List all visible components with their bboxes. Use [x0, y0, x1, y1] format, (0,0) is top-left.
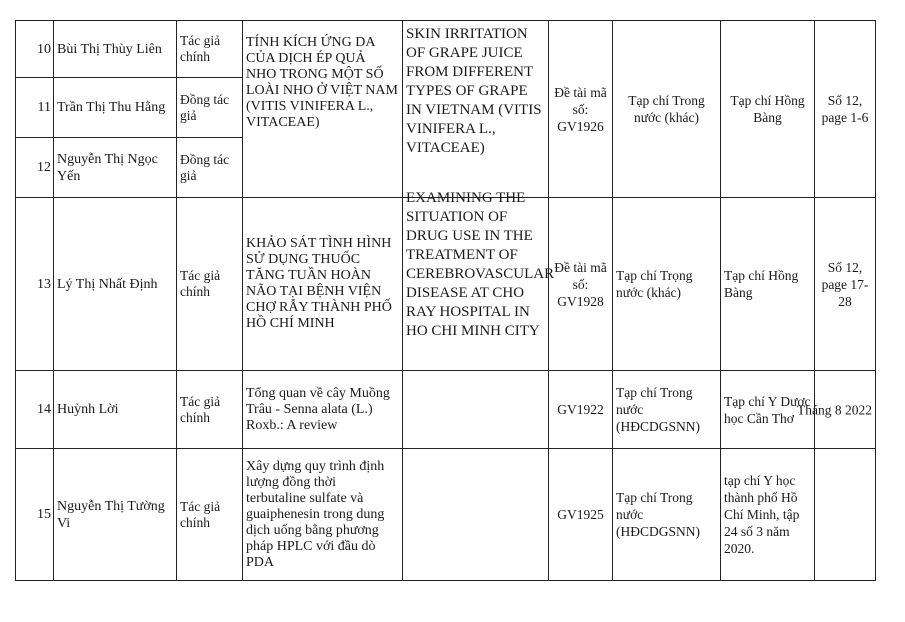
project-code: GV1925 [549, 449, 613, 581]
issue-info: Số 12, page 17-28 [815, 198, 876, 371]
author-name: Nguyễn Thị Tường Vi [54, 449, 177, 581]
author-name: Lý Thị Nhất Định [54, 198, 177, 371]
issue-info: Số 12, page 1-6 [815, 21, 876, 198]
row-number: 14 [16, 371, 54, 449]
author-name: Huỳnh Lời [54, 371, 177, 449]
journal-category: Tạp chí Trong nước (HĐCDGSNN) [613, 371, 721, 449]
author-role: Tác giả chính [177, 449, 243, 581]
title-vietnamese: Xây dựng quy trình định lượng đồng thời terbutaline sulfate và guaiphenesin trong dung dịch uống bằng phương pháp HPLC với đầu dò PDA [243, 449, 403, 581]
issue-info-cell [797, 371, 876, 449]
title-vietnamese: Tổng quan về cây Muồng Trâu - Senna alata (L.) Roxb.: A review [243, 371, 403, 449]
row-number: 11 [16, 78, 54, 138]
journal-name: tạp chí Y học thành phố Hồ Chí Minh, tập 24 số 3 năm 2020. [721, 449, 815, 581]
issue-info: Tháng 8 2022 [797, 402, 872, 417]
table-row [16, 198, 876, 371]
author-name: Nguyễn Thị Ngọc Yến [54, 138, 177, 198]
issue-info [815, 449, 876, 581]
journal-category: Tạp chí Trọng nước (khác) [613, 198, 721, 371]
journal-name: Tạp chí Hồng Bàng [721, 198, 815, 371]
journal-name: Tạp chí Y Dược học Cần Thơ [721, 371, 815, 449]
row-number: 12 [16, 138, 54, 198]
journal-category: Tạp chí Trong nước (khác) [613, 21, 721, 198]
title-vietnamese: KHẢO SÁT TÌNH HÌNH SỬ DỤNG THUỐC TĂNG TUẦN HOÀN NÃO TẠI BỆNH VIỆN CHỢ RẪY THÀNH PHỐ HỒ CHÍ MINH [243, 198, 403, 371]
author-name: Bùi Thị Thùy Liên [54, 21, 177, 78]
title-english [403, 371, 549, 449]
journal-category: Tạp chí Trong nước (HĐCDGSNN) [613, 449, 721, 581]
table-row [16, 21, 876, 78]
project-code: Đề tài mã số: GV1926 [549, 21, 613, 198]
journal-name: Tạp chí Hồng Bàng [721, 21, 815, 198]
title-english-cell [403, 190, 555, 371]
row-number: 10 [16, 21, 54, 78]
author-name: Trần Thị Thu Hằng [54, 78, 177, 138]
table-row [16, 449, 876, 581]
row-number: 13 [16, 198, 54, 371]
title-english: SKIN IRRITATION OF GRAPE JUICE FROM DIFFERENT TYPES OF GRAPE IN VIETNAM (VITIS VINIFERA L., VITACEAE) [403, 21, 549, 198]
project-code: Đề tài mã số: GV1928 [549, 198, 613, 371]
author-role: Tác giả chính [177, 198, 243, 371]
project-code: GV1922 [549, 371, 613, 449]
title-vietnamese: TÍNH KÍCH ỨNG DA CỦA DỊCH ÉP QUẢ NHO TRONG MỘT SỐ LOÀI NHO Ở VIỆT NAM (VITIS VINIFERA L., VITACEAE) [243, 21, 403, 198]
author-role: Đồng tác giả [177, 138, 243, 198]
author-role: Tác giả chính [177, 371, 243, 449]
author-role: Tác giả chính [177, 21, 243, 78]
title-english: EXAMINING THE SITUATION OF DRUG USE IN THE TREATMENT OF CEREBROVASCULAR DISEASE AT CHO RAY HOSPITAL IN HO CHI MINH CITY [406, 190, 555, 339]
author-role: Đồng tác giả [177, 78, 243, 138]
row-number: 15 [16, 449, 54, 581]
table-row [16, 371, 876, 449]
title-english [403, 449, 549, 581]
publication-table [15, 20, 876, 581]
